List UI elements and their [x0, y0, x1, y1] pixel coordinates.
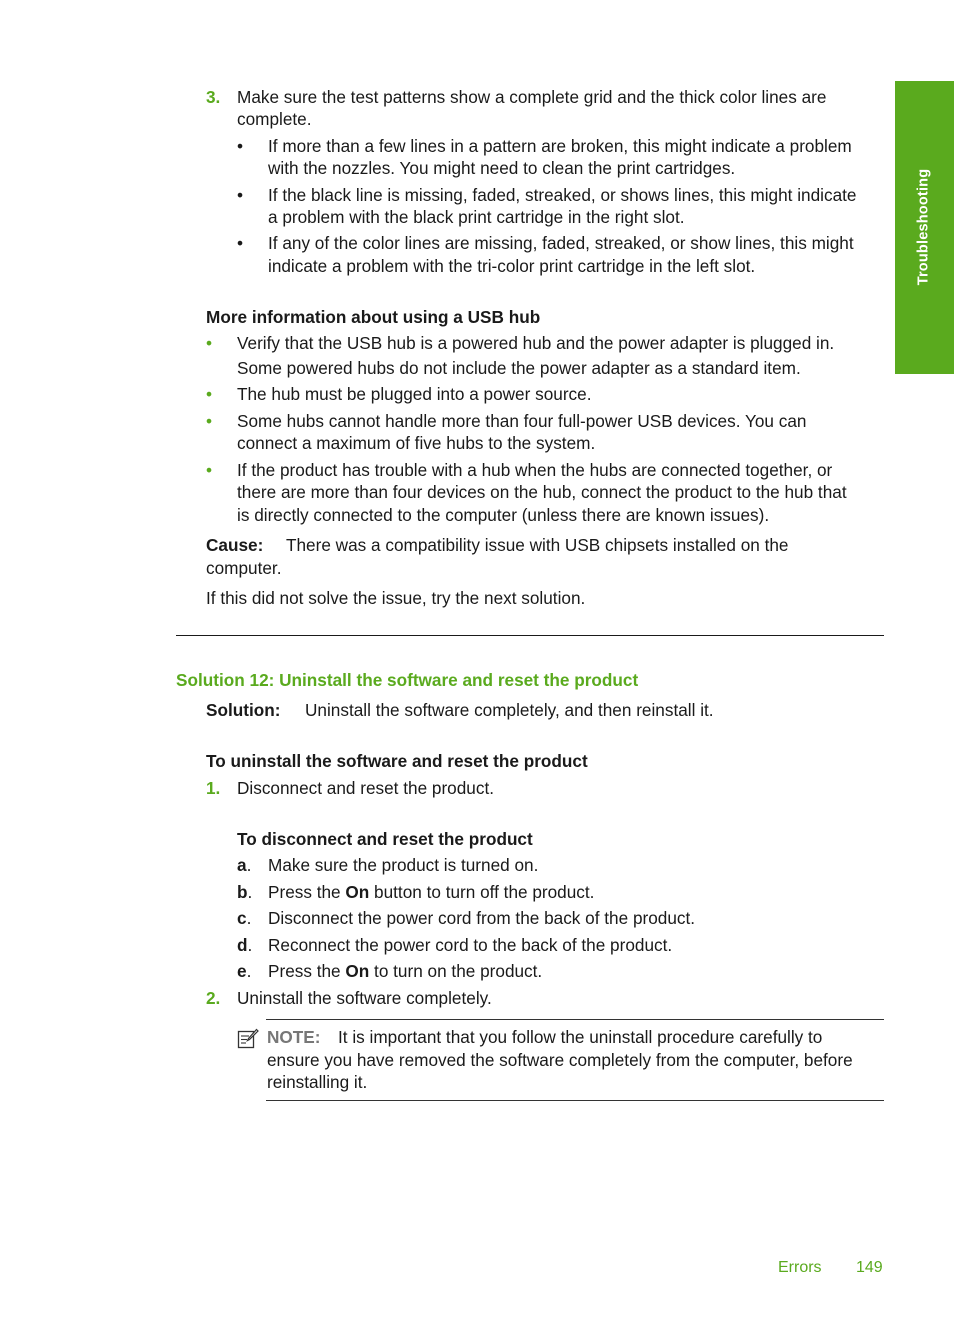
usb-hub-item-1-line-1: Verify that the USB hub is a powered hub and the power adapter is plugged in. [237, 333, 835, 353]
usb-hub-item-4-line-3: is directly connected to the computer (unless there are known issues). [237, 505, 770, 525]
substep-d-text: Reconnect the power cord to the back of the product. [268, 935, 673, 955]
step-2-number: 2. [206, 988, 221, 1008]
substep-letter: e [237, 961, 247, 981]
side-tab [895, 81, 954, 374]
procedure-heading: To uninstall the software and reset the product [206, 751, 588, 771]
substep-letter: b [237, 882, 248, 902]
cause-text-line-2: computer. [206, 558, 282, 578]
note-top-rule [266, 1019, 884, 1020]
usb-hub-item-1-line-2: Some powered hubs do not include the power adapter as a standard item. [237, 358, 801, 378]
note-text-line-3: reinstalling it. [267, 1072, 368, 1092]
substep-c: c. [237, 908, 252, 928]
bullet-marker: • [237, 136, 244, 156]
usb-hub-item-3-line-1: Some hubs cannot handle more than four full-power USB devices. You can [237, 411, 807, 431]
step-3-bullet-1-line-1: If more than a few lines in a pattern are broken, this might indicate a problem [268, 136, 852, 156]
substep-a-text: Make sure the product is turned on. [268, 855, 539, 875]
substep-e-text: Press the On to turn on the product. [268, 961, 543, 981]
substep-b-text: Press the On button to turn off the product. [268, 882, 595, 902]
note-text-line-1: It is important that you follow the uninstall procedure carefully to [338, 1027, 823, 1047]
substep-letter: a [237, 855, 247, 875]
bullet-marker: • [237, 185, 244, 205]
section-divider [176, 635, 884, 636]
side-tab-label: Troubleshooting [915, 168, 932, 286]
step-2-text: Uninstall the software completely. [237, 988, 492, 1008]
substep-d: d. [237, 935, 253, 955]
note-text-line-2: ensure you have removed the software completely from the computer, before [267, 1050, 853, 1070]
usb-hub-heading: More information about using a USB hub [206, 307, 541, 327]
solution-12-heading: Solution 12: Uninstall the software and reset the product [176, 670, 639, 690]
cause-label: Cause: [206, 535, 264, 555]
step-3-text-line-1: Make sure the test patterns show a complete grid and the thick color lines are [237, 87, 827, 107]
green-bullet-marker: • [206, 384, 213, 404]
step-3-bullet-3-line-1: If any of the color lines are missing, faded, streaked, or show lines, this might [268, 233, 854, 253]
usb-hub-item-3-line-2: connect a maximum of five hubs to the system. [237, 433, 596, 453]
step-1-number: 1. [206, 778, 221, 798]
step-3-bullet-1-line-2: with the nozzles. You might need to clean the print cartridges. [268, 158, 736, 178]
note-icon [237, 1028, 259, 1050]
step-3-bullet-2-line-1: If the black line is missing, faded, streaked, or shows lines, this might indicate [268, 185, 857, 205]
green-bullet-marker: • [206, 333, 213, 353]
step-3-number: 3. [206, 87, 221, 107]
solution-text: Uninstall the software completely, and then reinstall it. [305, 700, 714, 720]
bullet-marker: • [237, 233, 244, 253]
footer-page-number: 149 [856, 1259, 883, 1276]
note-bottom-rule [266, 1100, 884, 1101]
step-3-bullet-2-line-2: a problem with the black print cartridge in the right slot. [268, 207, 685, 227]
step-1-text: Disconnect and reset the product. [237, 778, 495, 798]
step-3-text-line-2: complete. [237, 109, 312, 129]
substep-letter: c [237, 908, 247, 928]
next-solution-text: If this did not solve the issue, try the next solution. [206, 588, 586, 608]
note-label: NOTE: [267, 1027, 321, 1047]
substep-a: a. [237, 855, 252, 875]
solution-label: Solution: [206, 700, 281, 720]
cause-text-line-1: There was a compatibility issue with USB chipsets installed on the [286, 535, 789, 555]
green-bullet-marker: • [206, 411, 213, 431]
usb-hub-item-2-line-1: The hub must be plugged into a power source. [237, 384, 592, 404]
usb-hub-item-4-line-2: there are more than four devices on the hub, connect the product to the hub that [237, 482, 847, 502]
substep-c-text: Disconnect the power cord from the back of the product. [268, 908, 696, 928]
substep-e: e. [237, 961, 252, 981]
footer-section-name: Errors [778, 1259, 822, 1276]
usb-hub-item-4-line-1: If the product has trouble with a hub when the hubs are connected together, or [237, 460, 833, 480]
green-bullet-marker: • [206, 460, 213, 480]
substep-letter: d [237, 935, 248, 955]
sub-procedure-heading: To disconnect and reset the product [237, 829, 533, 849]
step-3-bullet-3-line-2: indicate a problem with the tri-color print cartridge in the left slot. [268, 256, 756, 276]
substep-b: b. [237, 882, 253, 902]
